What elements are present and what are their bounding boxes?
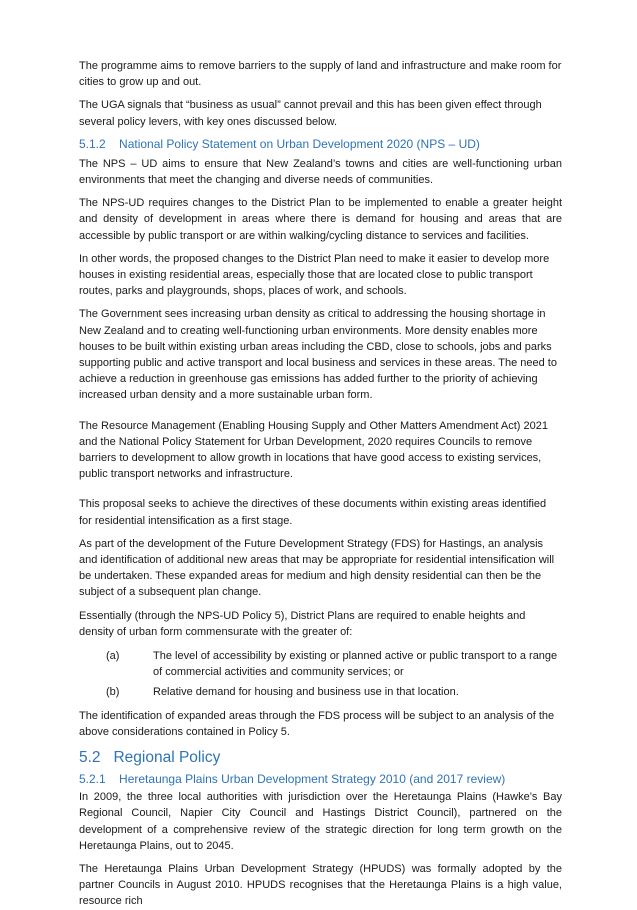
list-item-text: The level of accessibility by existing or planned active or public transport to a range of commercial activities and community services; or: [153, 650, 558, 679]
paragraph: The Government sees increasing urban density as critical to addressing the housing shortage in New Zealand and to creating well-functioning urban environments. More density enables more houses to be built within existing urban areas including the CBD, close to schools, jobs and parks supporting public and active transport and local business and services in these areas. The need to achieve a reduction in greenhouse gas emissions has added further to the priority of achieving increased urban density and a more sustainable urban form.: [79, 308, 557, 402]
heading-text: Regional Policy: [113, 749, 221, 767]
heading-text: National Policy Statement on Urban Development 2020 (NPS – UD): [119, 136, 480, 151]
list-item: [79, 648, 562, 680]
heading-number: 5.1.2: [79, 136, 106, 151]
list-marker: (a): [106, 650, 120, 663]
list-item-text: Relative demand for housing and business use in that location.: [153, 685, 459, 698]
paragraph: The Resource Management (Enabling Housing Supply and Other Matters Amendment Act) 2021 and the National Policy Statement for Urban Development, 2020 requires Councils to remove barriers to development to allow growth in locations that have good access to existing services, public transport networks and infrastructure.: [79, 419, 548, 481]
heading-number: 5.2.1: [79, 772, 106, 787]
heading-text: Heretaunga Plains Urban Development Strategy 2010 (and 2017 review): [119, 772, 506, 787]
paragraph: The NPS – UD aims to ensure that New Zealand’s towns and cities are well-functioning urban environments that meet the changing and diverse needs of communities.: [79, 157, 562, 187]
paragraph: In 2009, the three local authorities with jurisdiction over the Heretaunga Plains (Hawke’s Bay Regional Council, Napier City Council and Hastings District Council), partnered on the development of a comprehensive review of the strategic direction for long term growth on the Heretaunga Plains, out to 2045.: [79, 791, 562, 852]
heading-number: 5.2: [79, 749, 101, 767]
paragraph: The Heretaunga Plains Urban Development Strategy (HPUDS) was formally adopted by the partner Councils in August 2010. HPUDS recognises that the Heretaunga Plains is a high value, resource rich: [79, 862, 562, 908]
paragraph: This proposal seeks to achieve the directives of these documents within existing areas identified for residential intensification as a first stage.: [79, 498, 547, 527]
heading-5-2: [79, 748, 562, 768]
paragraph: As part of the development of the Future Development Strategy (FDS) for Hastings, an analysis and identification of additional new areas that may be appropriate for residential intensification will be undertaken. These expanded areas for medium and high density residential can then be the subject of a subsequent plan change.: [79, 537, 555, 599]
paragraph: The programme aims to remove barriers to the supply of land and infrastructure and make room for cities to grow up and out.: [79, 60, 562, 89]
paragraph: Essentially (through the NPS-UD Policy 5), District Plans are required to enable heights and density of urban form commensurate with the greater of:: [79, 609, 526, 638]
heading-5-2-1: [79, 771, 562, 787]
paragraph: The identification of expanded areas through the FDS process will be subject to an analysis of the above considerations contained in Policy 5.: [79, 709, 555, 738]
policy-list: [79, 648, 562, 700]
paragraph: In other words, the proposed changes to the District Plan need to make it easier to develop more houses in existing residential areas, especially those that are located close to public transport routes, parks and playgrounds, shops, places of work, and schools.: [79, 252, 550, 298]
heading-5-1-2: [79, 136, 562, 152]
paragraph: The UGA signals that “business as usual” cannot prevail and this has been given effect through several policy levers, with key ones discussed below.: [79, 99, 542, 128]
list-item: [79, 684, 562, 700]
paragraph: The NPS-UD requires changes to the District Plan to be implemented to enable a greater height and density of development in areas where there is demand for housing and areas that are accessible by public transport or are within walking/cycling distance to services and facilities.: [79, 197, 562, 242]
list-marker: (b): [106, 685, 120, 698]
document-page: [79, 58, 562, 910]
